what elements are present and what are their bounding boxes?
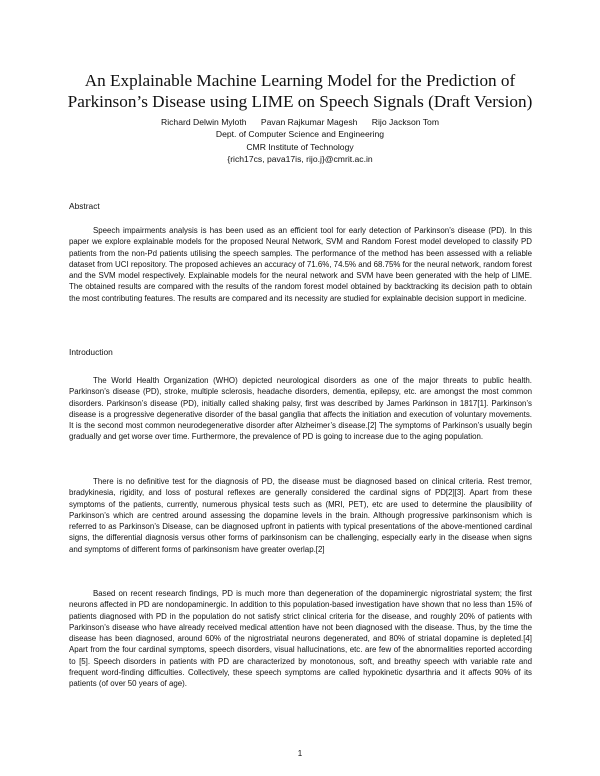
abstract-heading: Abstract	[69, 201, 100, 211]
author-names	[100, 116, 500, 128]
introduction-heading: Introduction	[69, 347, 113, 357]
page-number: 1	[297, 749, 303, 758]
title-line-2: Parkinson’s Disease using LIME on Speech Signals (Draft Version)	[67, 92, 533, 111]
intro-paragraph-3: Based on recent research findings, PD is much more than degeneration of the dopaminergic nigrostriatal system; the first neurons affected in PD are nondopaminergic. In addition to this population-based investigation have shown that no less than 15% of patients diagnosed with PD in the population do not satisfy strict clinical criteria for the disease, and roughly 20% of patients with Parkinson’s disease who have already received medical attention have not been diagnosed with the disease. Thus, by the time the disease has been diagnosed, around 60% of the nigrostriatal neurons degenerated, and 80% of striatal dopamine is depleted.[4] Apart from the four cardinal symptoms, speech disorders, visual hallucinations, etc. are few of the abnormalities reported according to [5]. Speech disorders in patients with PD are characterized by monotonous, soft, and breathy speech with variable rate and frequent word-finding difficulties. Collectively, these speech symptoms are called hypokinetic dysarthria and it affects 90% of its patients (of over 50 years of age).	[69, 589, 532, 689]
author-name: Rijo Jackson Tom	[371, 117, 439, 127]
intro-paragraph-2: There is no definitive test for the diagnosis of PD, the disease must be diagnosed based on clinical criteria. Rest tremor, bradykinesia, rigidity, and loss of postural reflexes are generally considered the cardinal signs of PD[2][3]. Apart from these symptoms of the patients, currently, numerous physical tests such as (MRI, PET), etc are used to determine the plausibility of Parkinson’s which are centred around assessing the dopamine levels in the brain. Although progressive parkinsonism which is referred to as Parkinson’s Disease, can be diagnosed upfront in patients with typical presentations of the above-mentioned cardinal signs, the differential diagnosis versus other forms of parkinsonism can be challenging, especially early in the disease when signs and symptoms of different forms of parkinsonism have greater overlap.[2]	[69, 477, 532, 554]
author-institute: CMR Institute of Technology	[246, 141, 354, 152]
author-department: Dept. of Computer Science and Engineering	[215, 129, 385, 140]
abstract-text: Speech impairments analysis is has been used as an efficient tool for early detection of Parkinson’s disease (PD). In this paper we explore explainable models for the proposed Neural Network, SVM and Random Forest model developed to classify PD patients from the non-Pd patients utilising the speech samples. The performance of the method has been assessed with a reliable dataset from UCI repository. The proposed achieves an accuracy of 71.6%, 74.5% and 68.75% for the neural network, random forest and the SVM model respectively. Explainable models for the neural network and SVM have been generated with the help of LIME. The obtained results are compared with the results of the random forest model obtained by backtracking its decision path to obtain the most contributing features. The results are compared and its necessity are studied for explainable decision support in medicine.	[69, 226, 532, 303]
author-name: Pavan Rajkumar Magesh	[260, 117, 358, 127]
title-line-1: An Explainable Machine Learning Model for the Prediction of	[84, 71, 516, 90]
author-block	[100, 116, 500, 166]
author-emails: {rich17cs, pava17is, rijo.j}@cmrit.ac.in	[227, 154, 373, 165]
author-name: Richard Delwin Myloth	[161, 117, 247, 127]
intro-paragraph-1: The World Health Organization (WHO) depicted neurological disorders as one of the major threats to public health. Parkinson’s disease (PD), stroke, multiple sclerosis, headache disorders, dementia, epilepsy, etc. are amongst the most common disorders. Parkinson’s disease (PD), initially called shaking palsy, first was described by James Parkinson in 1817[1]. Parkinson’s disease is a progressive degenerative disorder of the basal ganglia that affects the initiation and execution of voluntary movements. It is the second most common neurodegenerative disorder after Alzheimer’s disease.[2] The symptoms of Parkinson’s usually begin gradually and get worse over time. Furthermore, the prevalence of PD is going to increase due to the aging population.	[69, 376, 532, 442]
paper-title	[60, 70, 540, 112]
